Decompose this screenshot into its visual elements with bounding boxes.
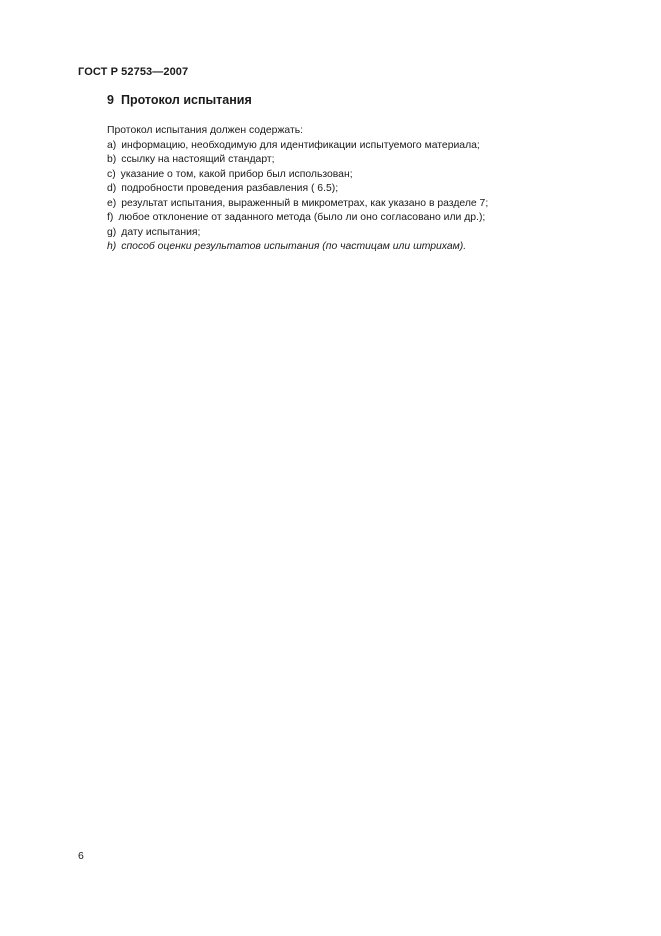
list-item-letter: d): [107, 183, 117, 194]
requirements-list: [107, 139, 488, 255]
list-item-letter: e): [107, 197, 117, 209]
list-item-letter: g): [107, 226, 117, 238]
list-item-text: подробности проведения разбавления ( 6.5);: [121, 183, 339, 194]
document-code-header: ГОСТ Р 52753—2007: [78, 66, 189, 78]
list-item-text: способ оценки результатов испытания (по частицам или штрихам).: [121, 241, 467, 252]
list-item-letter: c): [107, 168, 116, 180]
list-item-text: любое отклонение от заданного метода (было ли оно согласовано или др.);: [118, 212, 486, 223]
list-item: [107, 226, 488, 241]
list-item-text: дату испытания;: [121, 226, 201, 238]
list-item-letter: h): [107, 241, 117, 252]
list-item-letter: b): [107, 154, 117, 165]
list-item: [107, 182, 488, 197]
list-item: [107, 240, 488, 255]
section-body: [107, 124, 488, 255]
page-number: 6: [78, 850, 84, 862]
list-item: [107, 211, 488, 226]
list-item-letter: f): [107, 212, 114, 223]
intro-paragraph: Протокол испытания должен содержать:: [107, 125, 304, 136]
section-number: 9: [107, 93, 114, 107]
list-item: [107, 139, 488, 154]
list-item: [107, 153, 488, 168]
list-item-letter: a): [107, 139, 117, 151]
section-title: Протокол испытания: [120, 93, 252, 107]
list-item: [107, 168, 488, 183]
list-item: [107, 197, 488, 212]
list-item-text: указание о том, какой прибор был использован;: [120, 168, 353, 180]
list-item-text: результат испытания, выраженный в микрометрах, как указано в разделе 7;: [121, 197, 489, 209]
list-item-text: ссылку на настоящий стандарт;: [121, 154, 275, 165]
list-item-text: информацию, необходимую для идентификации испытуемого материала;: [121, 139, 480, 151]
section-heading: [107, 93, 252, 107]
